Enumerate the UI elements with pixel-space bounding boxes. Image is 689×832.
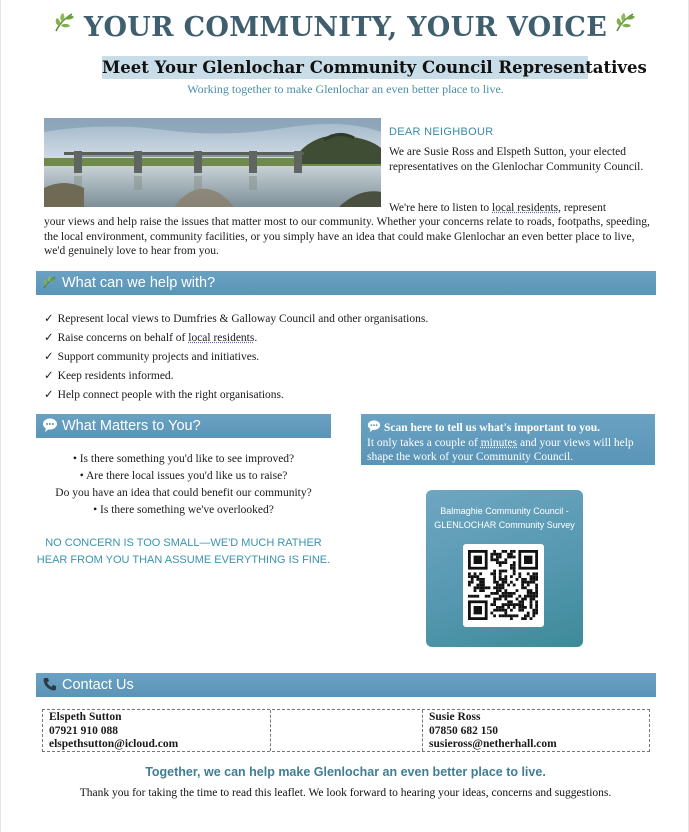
- qr-module: [499, 561, 502, 564]
- qr-module: [535, 572, 538, 575]
- qr-module: [499, 606, 502, 609]
- qr-module: [530, 578, 533, 581]
- qr-module: [479, 578, 482, 581]
- qr-module: [490, 558, 493, 561]
- list-item-text: Help connect people with the right organisations.: [57, 389, 284, 401]
- qr-module: [510, 564, 513, 567]
- qr-module: [490, 603, 493, 606]
- minutes-text: minutes: [480, 436, 518, 449]
- qr-module: [513, 614, 516, 617]
- qr-module: [468, 584, 471, 587]
- qr-module: [507, 600, 510, 603]
- help-section-title: What can we help with?: [62, 275, 216, 291]
- tagline: Working together to make Glenlochar an even better place to live.: [187, 82, 504, 96]
- contact-phone[interactable]: 07921 910 088: [49, 724, 118, 737]
- qr-module: [474, 575, 477, 578]
- qr-module: [504, 581, 507, 584]
- question-item: • Is there something we've overlooked?: [93, 504, 274, 516]
- qr-finder: [468, 600, 488, 620]
- qr-module: [532, 609, 535, 612]
- qr-module: [535, 606, 538, 609]
- list-item-text: Raise concerns on behalf of: [57, 332, 189, 344]
- qr-module: [468, 572, 471, 575]
- qr-module: [516, 598, 519, 601]
- qr-module: [476, 584, 479, 587]
- qr-module: [510, 556, 513, 559]
- closing-statement: Together, we can help make Glenlochar an even better place to live.: [145, 765, 546, 779]
- scan-callout: [361, 414, 655, 465]
- qr-module: [499, 564, 502, 567]
- qr-module: [510, 575, 513, 578]
- local-residents-text: local residents: [492, 202, 559, 214]
- qr-module: [535, 584, 538, 587]
- qr-module: [493, 600, 496, 603]
- qr-module: [504, 570, 507, 573]
- question-item: • Are there local issues you'd like us to raise?: [79, 470, 288, 482]
- qr-module: [499, 584, 502, 587]
- qr-module: [479, 589, 482, 592]
- scan-title: [367, 419, 649, 436]
- qr-module: [493, 603, 496, 606]
- qr-module: [502, 561, 505, 564]
- qr-module: [476, 595, 479, 598]
- qr-module: [474, 589, 477, 592]
- scan-body-text: It only takes a couple of: [367, 436, 481, 449]
- qr-module: [499, 575, 502, 578]
- qr-module: [499, 589, 502, 592]
- list-item: [44, 310, 644, 329]
- qr-module: [476, 578, 479, 581]
- qr-module: [524, 586, 527, 589]
- qr-module: [482, 581, 485, 584]
- qr-module: [504, 598, 507, 601]
- qr-module: [521, 581, 524, 584]
- qr-module: [496, 553, 499, 556]
- qr-module: [502, 581, 505, 584]
- qr-module: [485, 595, 488, 598]
- qr-module: [521, 600, 524, 603]
- qr-module: [493, 578, 496, 581]
- qr-module: [496, 561, 499, 564]
- qr-module: [507, 595, 510, 598]
- qr-module: [502, 614, 505, 617]
- qr-module: [493, 581, 496, 584]
- contact-card: [423, 710, 649, 751]
- qr-module: [474, 572, 477, 575]
- qr-module: [479, 572, 482, 575]
- contact-table: [42, 709, 650, 752]
- intro-text: We're here to listen to: [389, 202, 493, 214]
- qr-module: [532, 572, 535, 575]
- help-list: [44, 310, 644, 405]
- qr-module: [485, 586, 488, 589]
- list-item-text: Support community projects and initiatives.: [57, 351, 260, 363]
- qr-module: [535, 575, 538, 578]
- qr-module: [530, 592, 533, 595]
- qr-module: [488, 586, 491, 589]
- qr-module: [510, 581, 513, 584]
- speech-bubble-icon: [42, 417, 58, 433]
- qr-module: [493, 575, 496, 578]
- subtitle: Meet Your Glenlochar Community Council Representatives: [102, 58, 647, 77]
- contact-name: Elspeth Sutton: [49, 711, 122, 723]
- qr-finder: [468, 550, 488, 570]
- qr-module: [513, 592, 516, 595]
- qr-module: [502, 586, 505, 589]
- check-icon: ✓: [44, 370, 54, 382]
- qr-module: [507, 556, 510, 559]
- qr-module: [527, 612, 530, 615]
- qr-module: [499, 556, 502, 559]
- qr-module: [521, 584, 524, 587]
- qr-module: [513, 603, 516, 606]
- qr-module: [530, 589, 533, 592]
- qr-module: [493, 609, 496, 612]
- qr-module: [516, 603, 519, 606]
- qr-module: [507, 606, 510, 609]
- contact-card: [43, 710, 271, 751]
- qr-module: [513, 567, 516, 570]
- qr-module: [471, 578, 474, 581]
- qr-module: [516, 614, 519, 617]
- qr-module: [532, 598, 535, 601]
- qr-module: [530, 581, 533, 584]
- qr-module: [499, 586, 502, 589]
- qr-module: [532, 592, 535, 595]
- qr-module: [535, 586, 538, 589]
- qr-module: [479, 586, 482, 589]
- qr-module: [468, 575, 471, 578]
- qr-module: [504, 578, 507, 581]
- contact-email[interactable]: susieross@netherhall.com: [429, 738, 557, 750]
- qr-module: [513, 570, 516, 573]
- qr-module: [502, 603, 505, 606]
- list-item-text: Represent local views to Dumfries & Galloway Council and other organisations.: [57, 313, 429, 325]
- qr-module: [496, 558, 499, 561]
- qr-module: [510, 592, 513, 595]
- qr-module: [502, 606, 505, 609]
- qr-title-line: GLENLOCHAR Community Survey: [434, 520, 575, 530]
- qr-module: [493, 598, 496, 601]
- qr-module: [499, 595, 502, 598]
- thank-you-note: Thank you for taking the time to read this leaflet. We look forward to hearing your ideas, concerns and suggestions.: [79, 787, 612, 799]
- qr-module: [535, 609, 538, 612]
- qr-module: [496, 609, 499, 612]
- contact-section-header: [36, 673, 656, 697]
- qr-module: [530, 598, 533, 601]
- qr-module: [532, 578, 535, 581]
- scan-body: [367, 436, 649, 465]
- qr-module: [535, 600, 538, 603]
- matters-section-header: [36, 414, 331, 438]
- qr-module: [482, 589, 485, 592]
- qr-module: [504, 561, 507, 564]
- qr-module: [530, 595, 533, 598]
- qr-module: [513, 561, 516, 564]
- speech-bubble-icon: [367, 419, 381, 433]
- qr-module: [510, 550, 513, 553]
- check-icon: ✓: [44, 351, 54, 363]
- qr-module: [499, 614, 502, 617]
- qr-title-line: Balmaghie Community Council -: [440, 506, 569, 516]
- qr-module: [502, 578, 505, 581]
- qr-module: [499, 578, 502, 581]
- qr-module: [507, 592, 510, 595]
- qr-module: [530, 600, 533, 603]
- qr-module: [510, 595, 513, 598]
- qr-module: [474, 595, 477, 598]
- qr-module: [516, 578, 519, 581]
- matters-section-title: What Matters to You?: [62, 418, 201, 434]
- list-item-text: .: [254, 332, 258, 344]
- qr-module: [518, 609, 521, 612]
- intro-paragraph-start: [389, 201, 649, 216]
- contact-name: Susie Ross: [429, 711, 481, 723]
- list-item: [44, 329, 644, 348]
- qr-module: [504, 575, 507, 578]
- qr-module: [504, 595, 507, 598]
- qr-module: [496, 586, 499, 589]
- qr-module: [535, 612, 538, 615]
- contact-phone[interactable]: 07850 682 150: [429, 724, 498, 737]
- qr-module: [496, 592, 499, 595]
- qr-module: [502, 609, 505, 612]
- qr-module: [532, 581, 535, 584]
- qr-module: [468, 581, 471, 584]
- qr-module: [493, 586, 496, 589]
- qr-module: [535, 603, 538, 606]
- qr-module: [527, 572, 530, 575]
- leaf-icon: [613, 9, 639, 42]
- qr-module: [496, 584, 499, 587]
- qr-card-title: [426, 504, 583, 532]
- qr-module: [471, 581, 474, 584]
- qr-module: [527, 595, 530, 598]
- qr-module: [516, 589, 519, 592]
- river-bridge-photo: [44, 118, 381, 207]
- qr-module: [513, 572, 516, 575]
- qr-module: [504, 592, 507, 595]
- qr-module: [530, 575, 533, 578]
- phone-icon: [42, 676, 58, 692]
- qr-module: [510, 567, 513, 570]
- scan-title-text: Scan here to tell us what's important to you.: [384, 422, 601, 434]
- qr-module: [527, 589, 530, 592]
- qr-module: [504, 614, 507, 617]
- qr-module: [493, 553, 496, 556]
- leaf-icon: [52, 9, 78, 42]
- qr-module: [510, 603, 513, 606]
- qr-module: [474, 586, 477, 589]
- qr-module: [513, 556, 516, 559]
- qr-module: [521, 606, 524, 609]
- qr-module: [532, 612, 535, 615]
- qr-module: [490, 556, 493, 559]
- contact-email[interactable]: elspethsutton@icloud.com: [49, 738, 179, 750]
- qr-module: [479, 581, 482, 584]
- qr-module: [490, 592, 493, 595]
- qr-module: [524, 614, 527, 617]
- qr-module: [490, 612, 493, 615]
- qr-module: [524, 598, 527, 601]
- qr-module: [482, 578, 485, 581]
- qr-module: [496, 606, 499, 609]
- qr-module: [530, 606, 533, 609]
- qr-module: [524, 595, 527, 598]
- intro-paragraph-continued: your views and help raise the issues that matter most to our community. Whether your concerns relate to roads, footpaths, speeding, the local environment, community facilities, or you simply have an idea that could make Glenlochar an even better place to live, we'd genuinely love to hear from you.: [44, 216, 650, 257]
- qr-module: [493, 614, 496, 617]
- qr-module: [527, 584, 530, 587]
- qr-module: [504, 612, 507, 615]
- qr-module: [493, 550, 496, 553]
- qr-module: [504, 603, 507, 606]
- qr-module: [502, 595, 505, 598]
- qr-module: [510, 617, 513, 620]
- qr-module: [527, 581, 530, 584]
- help-section-header: [36, 271, 656, 295]
- qr-module: [524, 581, 527, 584]
- qr-module: [496, 589, 499, 592]
- qr-module: [482, 584, 485, 587]
- qr-module: [527, 614, 530, 617]
- qr-module: [504, 550, 507, 553]
- qr-module: [510, 553, 513, 556]
- local-residents-text: local residents: [188, 332, 255, 344]
- qr-module: [518, 575, 521, 578]
- no-concern-notice: NO CONCERN IS TOO SMALL—WE'D MUCH RATHER HEAR FROM YOU THAN ASSUME EVERYTHING IS FINE.: [36, 537, 331, 566]
- qr-module: [493, 570, 496, 573]
- qr-module: [499, 553, 502, 556]
- qr-module: [504, 589, 507, 592]
- qr-module: [499, 572, 502, 575]
- qr-module: [521, 603, 524, 606]
- intro-paragraph: We are Susie Ross and Elspeth Sutton, your elected representatives on the Glenlochar Community Council.: [389, 146, 644, 173]
- qr-module: [504, 609, 507, 612]
- qr-module: [513, 606, 516, 609]
- list-item: [44, 348, 644, 367]
- questions-list: [36, 451, 331, 519]
- qr-module: [490, 553, 493, 556]
- qr-module: [507, 553, 510, 556]
- qr-code[interactable]: [463, 544, 544, 627]
- question-item: • Is there something you'd like to see improved?: [72, 453, 295, 465]
- check-icon: ✓: [44, 389, 54, 401]
- list-item-text: Keep residents informed.: [57, 370, 174, 382]
- qr-module: [496, 556, 499, 559]
- qr-module: [499, 609, 502, 612]
- qr-module: [518, 606, 521, 609]
- qr-module: [524, 617, 527, 620]
- contact-section-title: Contact Us: [62, 677, 134, 693]
- check-icon: ✓: [44, 332, 54, 344]
- qr-module: [493, 572, 496, 575]
- qr-module: [502, 584, 505, 587]
- qr-module: [532, 575, 535, 578]
- qr-module: [518, 572, 521, 575]
- qr-module: [513, 564, 516, 567]
- qr-module: [499, 598, 502, 601]
- qr-module: [499, 570, 502, 573]
- qr-module: [521, 609, 524, 612]
- qr-module: [524, 578, 527, 581]
- question-item: Do you have an idea that could benefit our community?: [55, 487, 312, 499]
- qr-module: [535, 578, 538, 581]
- qr-module: [524, 606, 527, 609]
- qr-module: [468, 595, 471, 598]
- qr-module: [482, 586, 485, 589]
- empty-cell: [271, 710, 423, 751]
- qr-module: [476, 575, 479, 578]
- qr-module: [504, 558, 507, 561]
- qr-module: [518, 600, 521, 603]
- qr-module: [535, 592, 538, 595]
- qr-module: [476, 586, 479, 589]
- qr-module: [502, 592, 505, 595]
- qr-module: [502, 550, 505, 553]
- list-item: [44, 367, 644, 386]
- qr-module: [479, 584, 482, 587]
- main-title-text: YOUR COMMUNITY, YOUR VOICE: [83, 12, 608, 43]
- qr-module: [510, 609, 513, 612]
- scan-body-text: and your views will help shape the work of your Community Council.: [367, 436, 634, 463]
- qr-module: [521, 598, 524, 601]
- main-title: [1, 12, 689, 45]
- qr-module: [471, 595, 474, 598]
- qr-module: [535, 589, 538, 592]
- qr-module: [518, 603, 521, 606]
- qr-module: [513, 584, 516, 587]
- qr-module: [471, 575, 474, 578]
- qr-module: [496, 581, 499, 584]
- qr-module: [527, 592, 530, 595]
- qr-module: [518, 595, 521, 598]
- qr-module: [490, 572, 493, 575]
- qr-module: [532, 614, 535, 617]
- qr-module: [513, 550, 516, 553]
- qr-module: [530, 617, 533, 620]
- check-icon: ✓: [44, 313, 54, 325]
- intro-text: , represent: [558, 202, 607, 214]
- qr-module: [521, 578, 524, 581]
- qr-module: [530, 603, 533, 606]
- leaf-icon: [42, 274, 58, 290]
- intro-heading: DEAR NEIGHBOUR: [389, 126, 494, 138]
- qr-finder: [518, 550, 538, 570]
- qr-module: [493, 592, 496, 595]
- qr-module: [535, 595, 538, 598]
- qr-module: [521, 617, 524, 620]
- qr-module: [532, 595, 535, 598]
- qr-module: [507, 584, 510, 587]
- list-item: [44, 386, 644, 405]
- qr-module: [510, 614, 513, 617]
- qr-module: [496, 598, 499, 601]
- qr-module: [488, 595, 491, 598]
- qr-module: [510, 600, 513, 603]
- qr-module: [502, 570, 505, 573]
- qr-module: [521, 586, 524, 589]
- qr-module: [493, 558, 496, 561]
- survey-qr-card[interactable]: [426, 490, 583, 647]
- qr-module: [507, 603, 510, 606]
- qr-module: [507, 614, 510, 617]
